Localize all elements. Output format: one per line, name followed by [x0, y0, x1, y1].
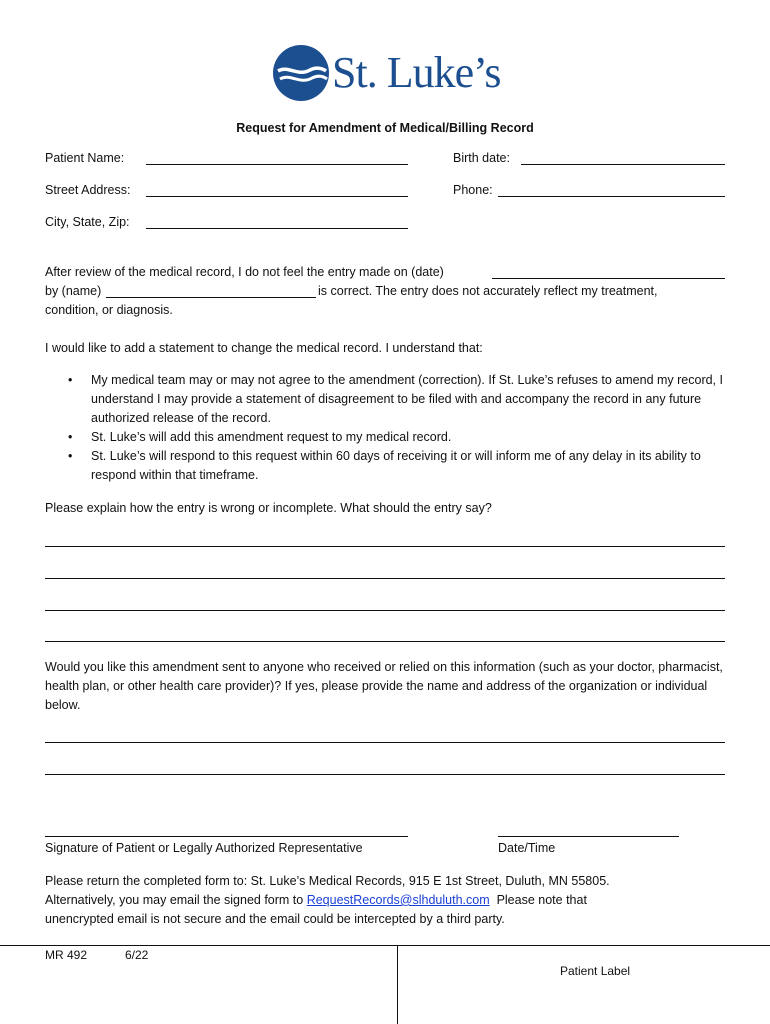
email-intro-text: Alternatively, you may email the signed form to [45, 893, 307, 907]
statement-intro: I would like to add a statement to change the medical record. I understand that: [45, 341, 483, 355]
city-state-zip-field[interactable] [146, 228, 408, 229]
recipient-line-1[interactable] [45, 742, 725, 743]
explanation-line-3[interactable] [45, 610, 725, 611]
logo-emblem-icon [272, 44, 330, 102]
footer-vertical-divider [397, 945, 398, 1024]
signature-label: Signature of Patient or Legally Authorized Representative [45, 841, 363, 855]
send-prompt: Would you like this amendment sent to anyone who received or relied on this information (such as your doctor, pharmacist, health plan, or other health care provider)? If yes, please provide the name and address of the organization or individual below. [45, 660, 723, 712]
explanation-line-4[interactable] [45, 641, 725, 642]
email-instructions [45, 891, 725, 910]
logo-wordmark: St. Luke’s [332, 48, 501, 97]
form-revision: 6/22 [125, 948, 149, 962]
entry-date-statement: After review of the medical record, I do not feel the entry made on (date) [45, 265, 444, 279]
entry-name-field[interactable] [106, 297, 316, 298]
understanding-list [45, 371, 725, 485]
entry-date-field[interactable] [492, 278, 725, 279]
entry-condition-text: condition, or diagnosis. [45, 303, 173, 317]
signature-field[interactable] [45, 836, 408, 837]
date-time-label: Date/Time [498, 841, 556, 855]
list-item: • St. Luke’s will add this amendment request to my medical record. [45, 428, 725, 447]
patient-name-field[interactable] [146, 164, 408, 165]
explain-prompt: Please explain how the entry is wrong or incomplete. What should the entry say? [45, 501, 492, 515]
st-lukes-logo [272, 44, 502, 104]
return-address-text: Please return the completed form to: St. Luke’s Medical Records, 915 E 1st Street, Duluth, MN 55805. [45, 874, 610, 888]
entry-correct-statement: is correct. The entry does not accurately reflect my treatment, [318, 284, 658, 298]
email-link[interactable]: RequestRecords@slhduluth.com [306, 893, 490, 907]
phone-field[interactable] [498, 196, 725, 197]
patient-label-area: Patient Label [560, 964, 631, 978]
email-note-text: Please note that [489, 893, 587, 907]
patient-name-label: Patient Name: [45, 151, 125, 165]
street-address-label: Street Address: [45, 183, 131, 197]
list-item: • St. Luke’s will respond to this request within 60 days of receiving it or will inform me of any delay in its ability to respond within that timeframe. [45, 447, 725, 485]
explanation-line-1[interactable] [45, 546, 725, 547]
footer-divider-right [397, 945, 770, 946]
list-item: • My medical team may or may not agree to the amendment (correction). If St. Luke’s refuses to amend my record, I understand I may provide a statement of disagreement to be filed with and accompany the record in any future authorized release of the record. [45, 371, 725, 428]
form-title: Request for Amendment of Medical/Billing Record [236, 121, 534, 135]
entry-name-prefix: by (name) [45, 284, 102, 298]
explanation-line-2[interactable] [45, 578, 725, 579]
birth-date-field[interactable] [521, 164, 725, 165]
city-state-zip-label: City, State, Zip: [45, 215, 130, 229]
phone-label: Phone: [453, 183, 493, 197]
form-number: MR 492 [45, 948, 88, 962]
return-instructions [45, 872, 725, 929]
date-time-field[interactable] [498, 836, 679, 837]
birth-date-label: Birth date: [453, 151, 510, 165]
recipient-line-2[interactable] [45, 774, 725, 775]
security-warning-text: unencrypted email is not secure and the email could be intercepted by a third party. [45, 912, 505, 926]
street-address-field[interactable] [146, 196, 408, 197]
